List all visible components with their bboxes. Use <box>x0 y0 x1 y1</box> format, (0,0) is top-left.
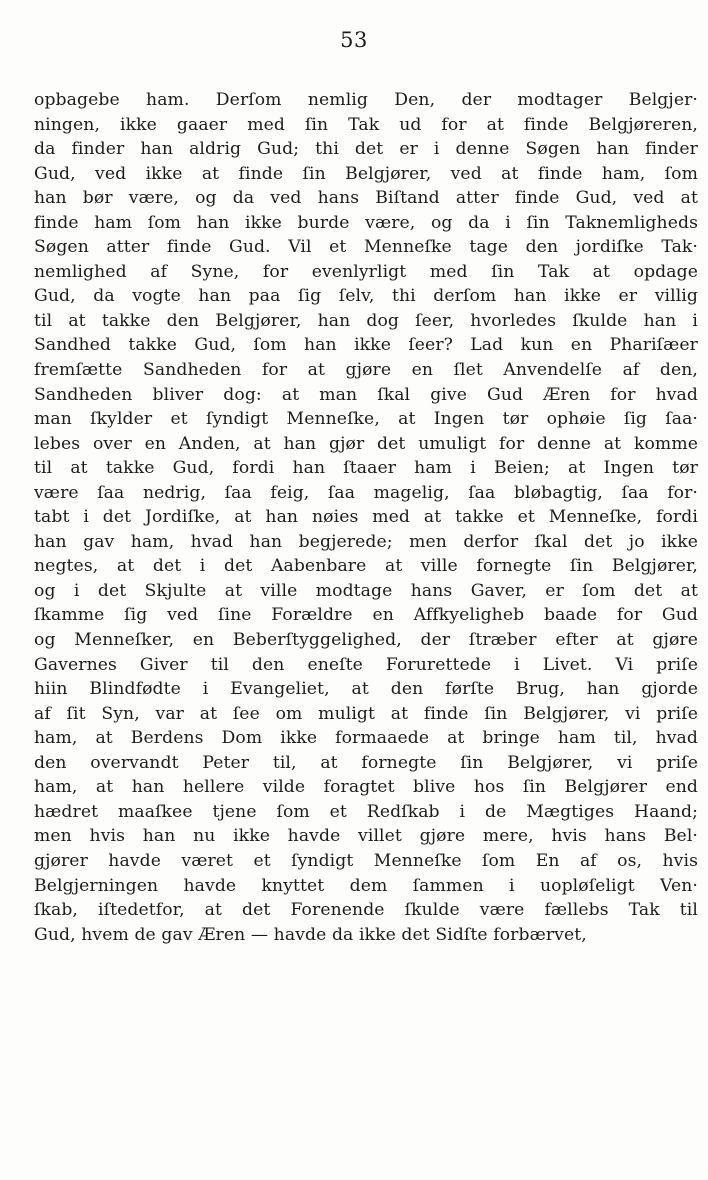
text-line: og Menneſker, en Beberſtyggelighed, der ſtræber efter at gjøre <box>34 630 698 651</box>
text-line: og i det Skjulte at ville modtage hans Gaver, er ſom det at <box>34 580 698 601</box>
text-line: han bør være, og da ved hans Biſtand atter finde Gud, ved at <box>34 188 698 209</box>
text-line: ham, at han hellere vilde foragtet blive hos ſin Belgjører end <box>34 777 698 798</box>
text-line: men hvis han nu ikke havde villet gjøre mere, hvis hans Bel· <box>34 826 698 847</box>
text-line: være ſaa nedrig, ſaa feig, ſaa magelig, ſaa bløbagtig, ſaa for· <box>34 482 698 503</box>
text-line: nemlighed af Syne, for evenlyrligt med ſin Tak at opdage <box>34 261 698 282</box>
text-line: hædret maaſkee tjene ſom et Redſkab i de Mægtiges Haand; <box>34 801 698 822</box>
text-line: den overvandt Peter til, at fornegte ſin Belgjører, vi priſe <box>34 752 698 773</box>
text-line: gjører havde været et ſyndigt Menneſke ſom En af os, hvis <box>34 850 698 871</box>
text-line: til at takke Gud, fordi han ſtaaer ham i Beien; at Ingen tør <box>34 458 698 479</box>
text-line: finde ham ſom han ikke burde være, og da i ſin Taknemligheds <box>34 212 698 233</box>
text-line: ham, at Berdens Dom ikke formaaede at bringe ham til, hvad <box>34 728 698 749</box>
text-line: fremſætte Sandheden for at gjøre en ſlet Anvendelſe af den, <box>34 360 698 381</box>
page-number: 53 <box>340 28 368 52</box>
text-line: ſkab, iſtedetfor, at det Forenende ſkulde være fællebs Tak til <box>34 900 698 921</box>
text-line: Gud, da vogte han paa ſig ſelv, thi derſom han ikke er villig <box>34 286 698 307</box>
text-line: lebes over en Anden, at han gjør det umuligt for denne at komme <box>34 433 698 454</box>
text-line: man ſkylder et ſyndigt Menneſke, at Ingen tør ophøie ſig ſaa· <box>34 409 698 430</box>
text-line: Gud, ved ikke at finde ſin Belgjører, ved at finde ham, ſom <box>34 163 698 184</box>
text-line: Søgen atter finde Gud. Vil et Menneſke tage den jordiſke Tak· <box>34 237 698 258</box>
text-line: af ſit Syn, var at ſee om muligt at finde ſin Belgjører, vi priſe <box>34 703 698 724</box>
text-line: han gav ham, hvad han begjerede; men derfor ſkal det jo ikke <box>34 531 698 552</box>
text-line: Sandheden bliver dog: at man ſkal give Gud Æren for hvad <box>34 384 698 405</box>
text-line: til at takke den Belgjører, han dog ſeer, hvorledes ſkulde han i <box>34 310 698 331</box>
text-line: opbagebe ham. Derſom nemlig Den, der modtager Belgjer· <box>34 90 698 110</box>
text-line: da finder han aldrig Gud; thi det er i denne Søgen han finder <box>34 139 698 160</box>
text-line: ſkamme ſig ved ſine Forældre en Affkyeligheb baade for Gud <box>34 605 698 626</box>
text-line: Belgjerningen havde knyttet dem ſammen i uopløſeligt Ven· <box>34 875 698 896</box>
text-line: ningen, ikke gaaer med ſin Tak ud for at finde Belgjøreren, <box>34 114 698 135</box>
page-text <box>34 88 698 947</box>
text-line: negtes, at det i det Aabenbare at ville fornegte ſin Belgjører, <box>34 556 698 577</box>
text-line: hiin Blindfødte i Evangeliet, at den førſte Brug, han gjorde <box>34 679 698 700</box>
text-line: Gavernes Giver til den eneſte Forurettede i Livet. Vi priſe <box>34 654 698 675</box>
text-line: Sandhed takke Gud, ſom han ikke ſeer? Lad kun en Phariſæer <box>34 335 698 356</box>
text-line: Gud, hvem de gav Æren — havde da ikke det Sidſte forbærvet, <box>34 924 587 945</box>
text-line: tabt i det Jordiſke, at han nøies med at takke et Menneſke, fordi <box>34 507 698 528</box>
